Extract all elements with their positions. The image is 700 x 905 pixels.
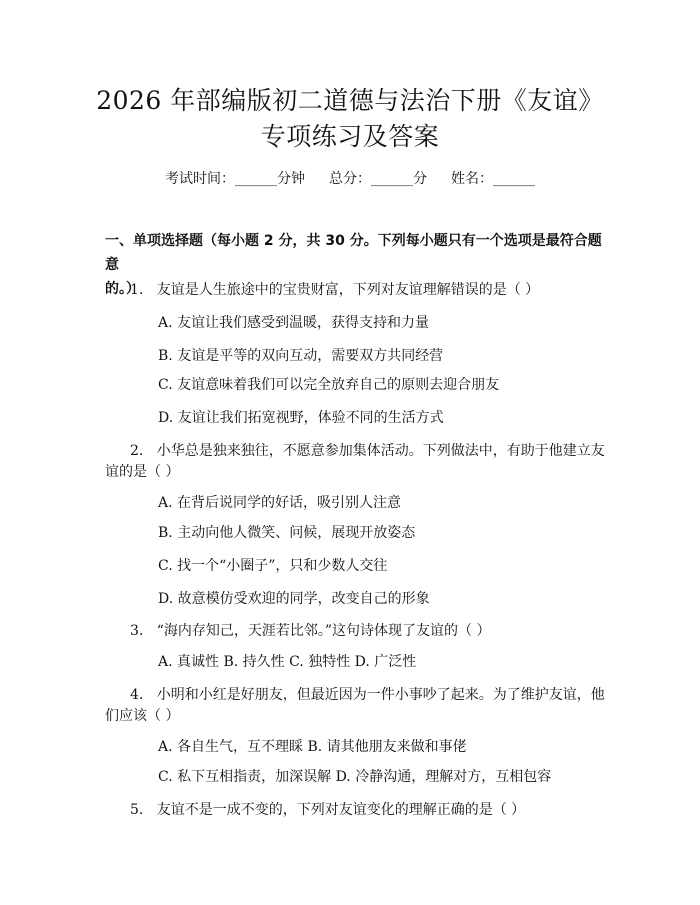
question-5-stem: 5. 友谊不是一成不变的，下列对友谊变化的理解正确的是（ ） [130, 802, 526, 818]
question-4-options-line-1: A. 各自生气，互不理睬 B. 请其他朋友来做和事佬 [158, 739, 467, 755]
question-3-stem: 3. “海内存知己，天涯若比邻。”这句诗体现了友谊的（ ） [130, 623, 491, 639]
document-title-line-2: 专项练习及答案 [260, 122, 440, 151]
question-2-stem: 2. 小华总是独来独往，不愿意参加集体活动。下列做法中，有助于他建立友 [130, 443, 605, 459]
question-2-option-a: A. 在背后说同学的好话，吸引别人注意 [158, 495, 402, 511]
question-1-option-c: C. 友谊意味着我们可以完全放弃自己的原则去迎合朋友 [158, 377, 500, 393]
question-2-stem-continued: 谊的是（ ） [105, 464, 180, 480]
section-heading-line-2: 的。） [105, 281, 140, 297]
question-3-options: A. 真诚性 B. 持久性 C. 独特性 D. 广泛性 [158, 654, 417, 670]
question-4-stem: 4. 小明和小红是好朋友，但最近因为一件小事吵了起来。为了维护友谊，他 [130, 687, 605, 703]
question-1-option-a: A. 友谊让我们感受到温暖，获得支持和力量 [158, 315, 430, 331]
exam-time: 考试时间：______分钟 [165, 171, 305, 187]
section-heading-line-1: 一、单项选择题（每小题 2 分，共 30 分。下列每小题只有一个选项是最符合题意 [105, 233, 602, 273]
question-4-stem-continued: 们应该（ ） [105, 708, 180, 724]
question-2-option-d: D. 故意模仿受欢迎的同学，改变自己的形象 [158, 591, 430, 607]
exam-info [0, 170, 700, 188]
question-1-option-d: D. 友谊让我们拓宽视野，体验不同的生活方式 [158, 410, 444, 426]
document-title-line-1: 2026 年部编版初二道德与法治下册《友谊》 [96, 86, 604, 115]
student-name: 姓名：______ [451, 171, 535, 187]
question-1-stem: 1. 友谊是人生旅途中的宝贵财富，下列对友谊理解错误的是（ ） [130, 282, 540, 298]
question-1-option-b: B. 友谊是平等的双向互动，需要双方共同经营 [158, 348, 444, 364]
total-score: 总分：______分 [329, 171, 427, 187]
question-4-options-line-2: C. 私下互相指责，加深误解 D. 冷静沟通，理解对方，互相包容 [158, 769, 552, 785]
question-2-option-c: C. 找一个“小圈子”，只和少数人交往 [158, 558, 388, 574]
question-2-option-b: B. 主动向他人微笑、问候，展现开放姿态 [158, 525, 416, 541]
